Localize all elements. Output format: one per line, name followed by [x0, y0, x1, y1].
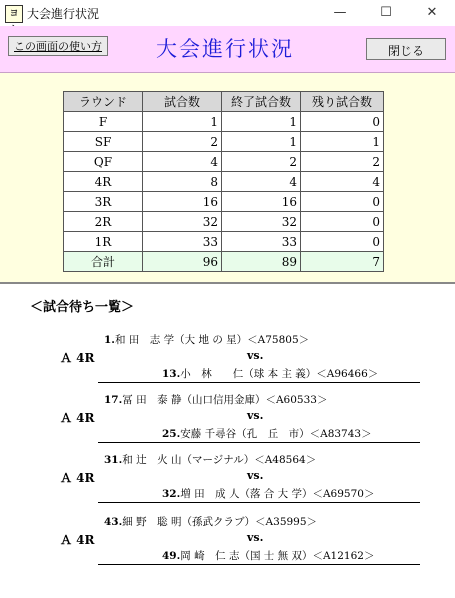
help-button-label: この画面の使い方: [14, 41, 102, 53]
vs-label: vs.: [247, 349, 264, 362]
round-cell: F: [64, 112, 143, 132]
done-cell: 4: [222, 172, 301, 192]
match-entry: [0, 392, 455, 458]
match-divider: [98, 502, 420, 503]
done-cell: 89: [222, 252, 301, 272]
player-one-number: 43.: [104, 516, 123, 528]
match-round: Ａ 4R: [60, 411, 95, 425]
remaining-cell: 0: [301, 192, 384, 212]
match-round: Ａ 4R: [60, 471, 95, 485]
remaining-cell: 4: [301, 172, 384, 192]
vs-label: vs.: [247, 469, 264, 482]
app-icon: ヨ: [5, 5, 23, 23]
done-cell: 16: [222, 192, 301, 212]
window-title: 大会進行状況: [27, 7, 100, 21]
done-cell: 1: [222, 132, 301, 152]
round-cell: 1R: [64, 232, 143, 252]
player-two-number: 49.: [162, 550, 181, 562]
total-cell: 1: [143, 112, 222, 132]
player-two-number: 32.: [162, 488, 181, 500]
minimize-button[interactable]: —: [333, 5, 347, 20]
total-cell: 2: [143, 132, 222, 152]
player-one-name: 細 野 聡 明（孫武クラブ）＜A35995＞: [122, 516, 318, 528]
table-row: [64, 172, 384, 192]
table-row: [64, 232, 384, 252]
vs-label: vs.: [247, 531, 264, 544]
table-total-row: [64, 252, 384, 272]
player-two-name: 岡 崎 仁 志（国 士 無 双）＜A12162＞: [180, 550, 375, 562]
player-two-name: 小 林 仁（球 本 主 義）＜A96466＞: [180, 368, 379, 380]
total-cell: 96: [143, 252, 222, 272]
table-row: [64, 212, 384, 232]
round-cell: 2R: [64, 212, 143, 232]
waiting-list-panel: [0, 284, 455, 598]
vs-label: vs.: [247, 409, 264, 422]
close-button[interactable]: 閉じる: [366, 38, 446, 60]
total-cell: 33: [143, 232, 222, 252]
table-row: [64, 112, 384, 132]
header-bar: [0, 26, 455, 73]
remaining-cell: 2: [301, 152, 384, 172]
table-header-row: [64, 92, 384, 112]
help-button[interactable]: [8, 36, 108, 56]
done-cell: 33: [222, 232, 301, 252]
match-divider: [98, 442, 420, 443]
player-one: [104, 332, 309, 347]
total-cell: 8: [143, 172, 222, 192]
match-entry: [0, 332, 455, 398]
window-close-button[interactable]: ✕: [426, 5, 438, 20]
player-one-number: 1.: [104, 334, 115, 346]
player-two-number: 25.: [162, 428, 181, 440]
round-summary-table: [63, 91, 384, 272]
table-row: [64, 152, 384, 172]
player-two-name: 増 田 成 人（落 合 大 学）＜A69570＞: [180, 488, 375, 500]
table-row: [64, 192, 384, 212]
total-cell: 16: [143, 192, 222, 212]
match-round: Ａ 4R: [60, 351, 95, 365]
player-two-number: 13.: [162, 368, 181, 380]
player-one-name: 和 田 志 学（大 地 の 星）＜A75805＞: [114, 334, 310, 346]
total-label-cell: 合計: [64, 252, 143, 272]
done-cell: 32: [222, 212, 301, 232]
title-bar: [0, 0, 455, 27]
round-cell: QF: [64, 152, 143, 172]
player-two: [162, 366, 378, 381]
match-entry: [0, 452, 455, 518]
total-cell: 4: [143, 152, 222, 172]
player-one: [104, 514, 317, 529]
player-two-name: 安藤 千尋谷（孔 丘 市）＜A83743＞: [180, 428, 372, 440]
player-two: [162, 548, 374, 563]
table-row: [64, 132, 384, 152]
match-divider: [98, 564, 420, 565]
player-one-number: 17.: [104, 394, 123, 406]
match-round: Ａ 4R: [60, 533, 95, 547]
match-divider: [98, 382, 420, 383]
summary-panel: [0, 73, 455, 284]
player-one-name: 和 辻 火 山（マージナル）＜A48564＞: [122, 454, 317, 466]
match-entry: [0, 514, 455, 580]
total-cell: 32: [143, 212, 222, 232]
round-cell: 4R: [64, 172, 143, 192]
round-cell: 3R: [64, 192, 143, 212]
round-cell: SF: [64, 132, 143, 152]
column-header-total: 試合数: [143, 92, 222, 112]
remaining-cell: 0: [301, 112, 384, 132]
remaining-cell: 7: [301, 252, 384, 272]
player-one: [104, 392, 327, 407]
column-header-round: ラウンド: [64, 92, 143, 112]
column-header-remaining: 残り試合数: [301, 92, 384, 112]
player-two: [162, 486, 374, 501]
remaining-cell: 0: [301, 212, 384, 232]
page-title: 大会進行状況: [156, 37, 294, 61]
waiting-list-heading: ＜試合待ち一覧＞: [30, 300, 135, 315]
remaining-cell: 0: [301, 232, 384, 252]
maximize-button[interactable]: ☐: [380, 5, 392, 20]
player-one: [104, 452, 316, 467]
column-header-done: 終了試合数: [222, 92, 301, 112]
player-two: [162, 426, 372, 441]
remaining-cell: 1: [301, 132, 384, 152]
done-cell: 1: [222, 112, 301, 132]
done-cell: 2: [222, 152, 301, 172]
player-one-name: 冨 田 泰 静（山口信用金庫）＜A60533＞: [122, 394, 328, 406]
player-one-number: 31.: [104, 454, 123, 466]
